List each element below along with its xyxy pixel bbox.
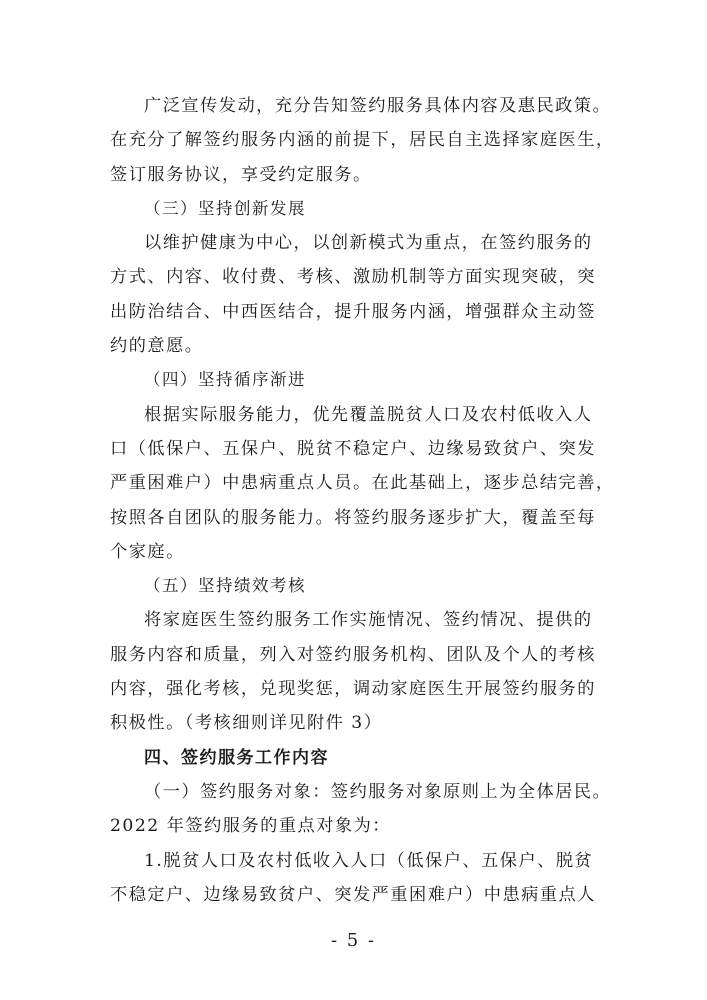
page-number: - 5 - — [330, 930, 377, 951]
paragraph-line: 广泛宣传发动，充分告知签约服务具体内容及惠民政策。 — [144, 96, 612, 116]
section-subheading: （四）坚持循序渐进 — [144, 370, 306, 390]
section-heading: 四、签约服务工作内容 — [144, 747, 329, 768]
paragraph-line: 1.脱贫人口及农村低收入人口（低保户、五保户、脱贫 — [144, 850, 594, 871]
paragraph-line: 2022 年签约服务的重点对象为： — [110, 816, 391, 837]
paragraph-line: 出防治结合、中西医结合，提升服务内涵，增强群众主动签 — [110, 301, 596, 322]
body-text — [110, 89, 615, 912]
paragraph-line: 内容，强化考核，兑现奖惩，调动家庭医生开展签约服务的 — [110, 679, 596, 700]
paragraph-line: 服务内容和质量，列入对签约服务机构、团队及个人的考核 — [110, 644, 596, 665]
paragraph-line: 口（低保户、五保户、脱贫不稳定户、边缘易致贫户、突发 — [110, 438, 596, 459]
paragraph-line: （一）签约服务对象：签约服务对象原则上为全体居民。 — [144, 781, 612, 802]
paragraph-line: 约的意愿。 — [110, 336, 204, 357]
section-subheading: （五）坚持绩效考核 — [144, 576, 306, 596]
paragraph-line: 根据实际服务能力，优先覆盖脱贫人口及农村低收入人 — [144, 404, 593, 425]
paragraph-line: 个家庭。 — [110, 541, 185, 562]
paragraph-line: 在充分了解签约服务内涵的前提下，居民自主选择家庭医生， — [110, 130, 615, 151]
paragraph-line: 严重困难户）中患病重点人员。在此基础上，逐步总结完善， — [110, 473, 615, 494]
paragraph-line: 不稳定户、边缘易致贫户、突发严重困难户）中患病重点人 — [110, 884, 596, 905]
section-subheading: （三）坚持创新发展 — [144, 198, 306, 218]
paragraph-line: 积极性。（考核细则详见附件 3） — [110, 713, 383, 734]
paragraph-line: 以维护健康为中心，以创新模式为重点，在签约服务的 — [144, 233, 593, 254]
paragraph-line: 签订服务协议，享受约定服务。 — [110, 164, 372, 185]
paragraph-line: 按照各自团队的服务能力。将签约服务逐步扩大，覆盖至每 — [110, 507, 596, 528]
paragraph-line: 方式、内容、收付费、考核、激励机制等方面实现突破，突 — [110, 267, 596, 288]
paragraph-line: 将家庭医生签约服务工作实施情况、签约情况、提供的 — [144, 610, 593, 631]
